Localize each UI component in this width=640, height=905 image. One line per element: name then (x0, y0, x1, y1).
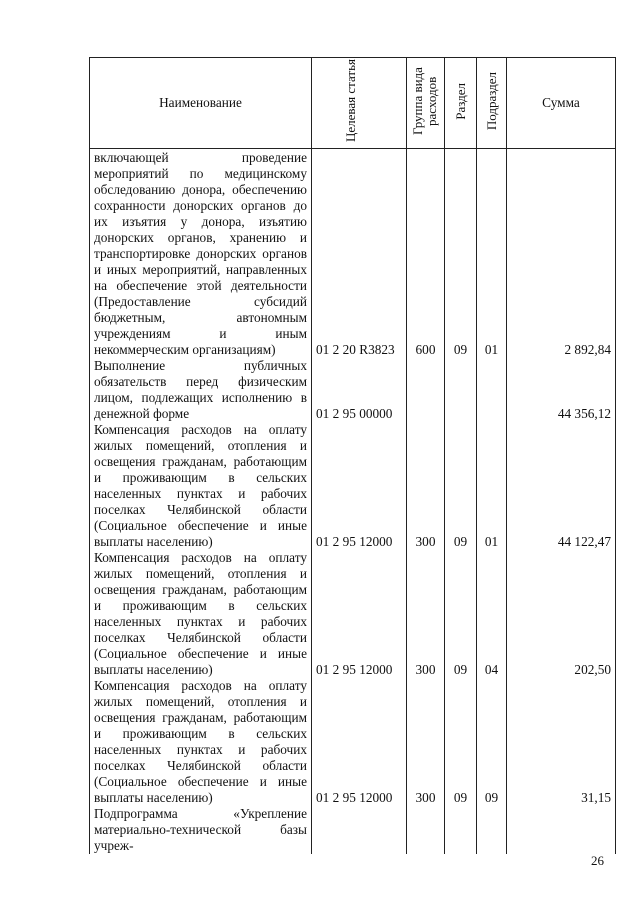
row-name: Компенсация расходов на оплату жилых помещений, отопления и освещения гражданам, работающим и проживающим в сельских населенных пунктах и рабочих поселках Челябинской области (Социальное обеспечение и иные выплаты населению) (90, 422, 312, 550)
row-name: Компенсация расходов на оплату жилых помещений, отопления и освещения гражданам, работающим и проживающим в сельских населенных пунктах и рабочих поселках Челябинской области (Социальное обеспечение и иные выплаты населению) (90, 550, 312, 678)
row-section: 09 (445, 550, 477, 678)
row-subsection (477, 358, 507, 422)
row-subsection: 01 (477, 149, 507, 358)
row-subsection (477, 806, 507, 854)
row-expense-group: 300 (407, 678, 445, 806)
row-expense-group: 300 (407, 550, 445, 678)
row-name: включающей проведение мероприятий по медицинскому обследованию донора, обеспечению сохранности донорских органов до их изъятия у донора, изъятию донорских органов, хранению и транспортировке донорских органов и иных мероприятий, направленных на обеспечение этой деятельности (Предоставление субсидий бюджетным, автономным учреждениям и иным некоммерческим организациям) (90, 149, 312, 358)
table-row (90, 422, 616, 550)
header-name: Наименование (90, 58, 312, 149)
row-target-article: 01 2 95 00000 (312, 358, 407, 422)
header-expense-group: Группа вида расходов (407, 58, 445, 149)
row-subsection: 09 (477, 678, 507, 806)
table-row (90, 806, 616, 854)
row-section: 09 (445, 678, 477, 806)
row-section (445, 358, 477, 422)
row-subsection: 01 (477, 422, 507, 550)
page-number: 26 (591, 853, 604, 868)
row-amount: 31,15 (507, 678, 616, 806)
table-row (90, 678, 616, 806)
row-name: Подпрограмма «Укрепление материально-технической базы учреж- (90, 806, 312, 854)
row-target-article: 01 2 95 12000 (312, 678, 407, 806)
row-name: Компенсация расходов на оплату жилых помещений, отопления и освещения гражданам, работающим и проживающим в сельских населенных пунктах и рабочих поселках Челябинской области (Социальное обеспечение и иные выплаты населению) (90, 678, 312, 806)
row-target-article: 01 2 95 12000 (312, 422, 407, 550)
row-amount (507, 806, 616, 854)
header-section: Раздел (445, 58, 477, 149)
header-subsection: Подраздел (477, 58, 507, 149)
row-target-article (312, 806, 407, 854)
row-amount: 202,50 (507, 550, 616, 678)
row-name: Выполнение публичных обязательств перед физическим лицом, подлежащих исполнению в денежной форме (90, 358, 312, 422)
row-target-article: 01 2 95 12000 (312, 550, 407, 678)
row-expense-group (407, 806, 445, 854)
row-subsection: 04 (477, 550, 507, 678)
header-row (90, 58, 616, 149)
row-section: 09 (445, 149, 477, 358)
row-amount: 44 122,47 (507, 422, 616, 550)
row-expense-group (407, 358, 445, 422)
table-row (90, 149, 616, 358)
header-target-article: Целевая статья (312, 58, 407, 149)
header-amount: Сумма (507, 58, 616, 149)
row-expense-group: 300 (407, 422, 445, 550)
budget-table (89, 57, 616, 854)
table-row (90, 550, 616, 678)
row-target-article: 01 2 20 R3823 (312, 149, 407, 358)
table-row (90, 358, 616, 422)
row-section (445, 806, 477, 854)
row-amount: 2 892,84 (507, 149, 616, 358)
row-expense-group: 600 (407, 149, 445, 358)
row-section: 09 (445, 422, 477, 550)
row-amount: 44 356,12 (507, 358, 616, 422)
